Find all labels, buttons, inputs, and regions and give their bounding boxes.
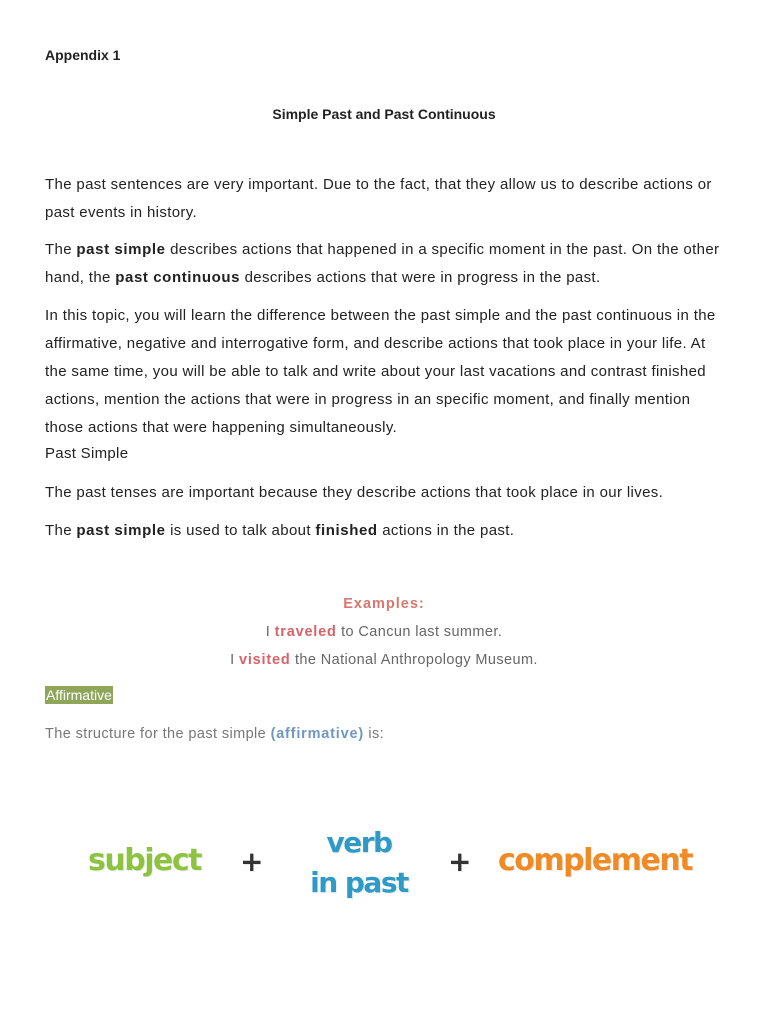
formula-verb xyxy=(300,823,418,903)
text-run: describes actions that were in progress in the past. xyxy=(240,269,601,286)
formula-plus: + xyxy=(448,845,470,878)
structure-formula xyxy=(0,815,768,915)
term-past-simple: past simple xyxy=(76,241,166,258)
text-run: to Cancun last summer. xyxy=(336,624,503,640)
term-finished: finished xyxy=(315,522,378,539)
text-run: The structure for the past simple xyxy=(45,726,271,742)
formula-complement: complement xyxy=(498,843,693,878)
text-run: is used to talk about xyxy=(165,522,316,539)
formula-verb-line-1: verb xyxy=(326,826,392,859)
example-sentence-1 xyxy=(0,618,768,646)
formula-subject: subject xyxy=(88,843,201,878)
term-past-simple: past simple xyxy=(76,522,166,539)
examples-label: Examples: xyxy=(343,596,425,612)
examples-block xyxy=(0,590,768,674)
affirmative-tag: Affirmative xyxy=(46,687,112,703)
page-title: Simple Past and Past Continuous xyxy=(272,106,496,122)
text-run: actions in the past. xyxy=(377,522,515,539)
text-run: describes actions that happened in a specific moment in the past. On the other hand, the xyxy=(45,241,720,286)
past-simple-paragraph-2 xyxy=(45,517,725,545)
appendix-label: Appendix 1 xyxy=(45,47,121,63)
affirmative-highlight: (affirmative) xyxy=(270,726,364,742)
example-sentence-2 xyxy=(0,646,768,674)
text-run: I xyxy=(265,624,275,640)
intro-paragraph-3: In this topic, you will learn the difference between the past simple and the past continuous in the affirmative, negative and interrogative form, and describe actions that took place in your life. At the same time, you will be able to talk and write about your last vacations and contrast finished actions, mention the actions that were in progress in an specific moment, and finally mention those actions that were happening simultaneously. xyxy=(45,307,716,436)
formula-verb-line-2: in past xyxy=(310,866,408,899)
text-run: the National Anthropology Museum. xyxy=(290,652,538,668)
example-verb: visited xyxy=(238,652,291,668)
formula-plus: + xyxy=(240,845,262,878)
intro-paragraph-2 xyxy=(45,236,725,292)
intro-paragraph-1: The past sentences are very important. Due to the fact, that they allow us to describe actions or past events in history. xyxy=(45,176,712,221)
text-run: The xyxy=(45,241,77,258)
text-run: The xyxy=(45,522,77,539)
structure-sentence xyxy=(45,720,384,748)
example-verb: traveled xyxy=(274,624,337,640)
past-simple-paragraph-1: The past tenses are important because they describe actions that took place in our lives. xyxy=(45,484,664,501)
section-heading-past-simple: Past Simple xyxy=(45,445,129,462)
text-run: I xyxy=(230,652,239,668)
text-run: is: xyxy=(363,726,385,742)
term-past-continuous: past continuous xyxy=(115,269,241,286)
